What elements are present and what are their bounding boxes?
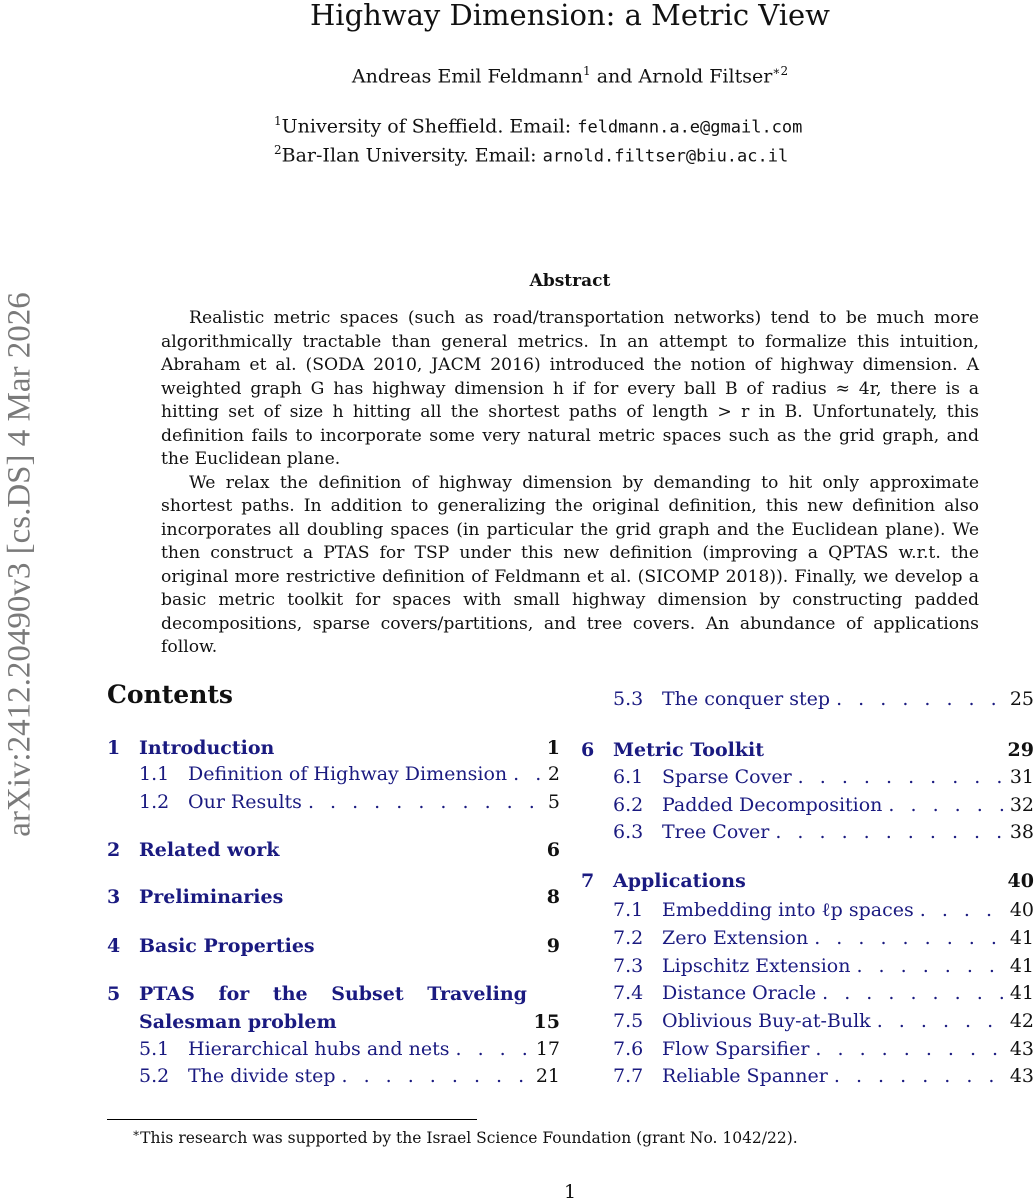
- toc-entry[interactable]: 1 Introduction 1: [107, 737, 560, 759]
- abstract-paragraph-2: We relax the definition of highway dimension by demanding to hit only approximate shortest paths. In addition to generalizing the original definition, this new definition also incorporates all doubling spaces (in particular the grid graph and the Euclidean plane). We then construct a PTAS for TSP under this new definition (improving a QPTAS w.r.t. the original more restrictive definition of Feldmann et al. (SICOMP 2018)). Finally, we develop a basic metric toolkit for spaces with small highway dimension by constructing padded decompositions, sparse covers/partitions, and tree covers. An abundance of applications follow.: [161, 472, 979, 657]
- author-2-affil: ∗2: [772, 64, 789, 78]
- toc-entry[interactable]: 6.2 Padded Decomposition . . . 32: [613, 792, 1034, 818]
- toc-entry[interactable]: 5 PTAS for the Subset Traveling: [107, 983, 527, 1005]
- page-number: 1: [563, 1181, 577, 1203]
- footnote-mark: ∗: [132, 1126, 141, 1140]
- footnote: ∗This research was supported by the Israel Science Foundation (grant No. 1042/22).: [132, 1126, 798, 1148]
- toc-entry[interactable]: 6.1 Sparse Cover . . . 31: [613, 764, 1034, 790]
- toc-entry[interactable]: 7 Applications 40: [581, 870, 1034, 892]
- footnote-rule: [107, 1119, 477, 1120]
- toc-entry[interactable]: 4 Basic Properties 9: [107, 935, 560, 957]
- abstract-paragraph-1: Realistic metric spaces (such as road/transportation networks) tend to be much more algorithmically tractable than general metrics. In an attempt to formalize this intuition, Abraham et al. (SODA 2010, JACM 2016) introduced the notion of highway dimension. A weighted graph G has highway dimension h if for every ball B of radius ≈ 4r, there is a hitting set of size h hitting all the shortest paths of length > r in B. Unfortunately, this definition fails to incorporate some very natural metric spaces such as the grid graph, and the Euclidean plane.: [161, 308, 979, 469]
- toc-entry[interactable]: 7.4 Distance Oracle . . . 41: [613, 980, 1034, 1006]
- toc-entry[interactable]: 1.2 Our Results . . . 5: [139, 789, 560, 815]
- email-2[interactable]: arnold.filtser@biu.ac.il: [542, 146, 789, 167]
- toc-entry[interactable]: 5.1 Hierarchical hubs and nets . . . 17: [139, 1036, 560, 1062]
- affiliation-2: $^2$Bar-Ilan University. Email: arnold.filtser@biu.ac.il: [274, 143, 789, 167]
- contents-heading: Contents: [107, 680, 234, 709]
- author-2: Arnold Filtser: [638, 65, 773, 88]
- toc-entry[interactable]: 7.2 Zero Extension . . . 41: [613, 925, 1034, 951]
- toc-entry[interactable]: 7.6 Flow Sparsifier . . . 43: [613, 1036, 1034, 1062]
- author-1-affil: 1: [583, 64, 591, 78]
- toc-entry[interactable]: 7.7 Reliable Spanner . . . 43: [613, 1063, 1034, 1089]
- author-conjunction: and: [596, 65, 633, 88]
- toc-entry-continued[interactable]: Salesman problem 15: [139, 1011, 560, 1033]
- author-1: Andreas Emil Feldmann: [351, 65, 583, 88]
- toc-entry[interactable]: 7.3 Lipschitz Extension . . . 41: [613, 953, 1034, 979]
- toc-entry[interactable]: 2 Related work 6: [107, 839, 560, 861]
- toc-entry[interactable]: 3 Preliminaries 8: [107, 886, 560, 908]
- arxiv-stamp: arXiv:2412.20490v3 [cs.DS] 4 Mar 2026: [1, 292, 38, 837]
- toc-entry[interactable]: 6.3 Tree Cover . . . 38: [613, 819, 1034, 845]
- toc-entry[interactable]: 6 Metric Toolkit 29: [581, 739, 1034, 761]
- affiliation-1: $^1$University of Sheffield. Email: feldmann.a.e@gmail.com: [274, 114, 803, 138]
- toc-entry[interactable]: 5.2 The divide step . . . 21: [139, 1063, 560, 1089]
- email-1[interactable]: feldmann.a.e@gmail.com: [577, 117, 803, 138]
- toc-entry[interactable]: 1.1 Definition of Highway Dimension . . . 2: [139, 761, 560, 787]
- toc-entry[interactable]: 7.5 Oblivious Buy-at-Bulk . . . 42: [613, 1008, 1034, 1034]
- paper-title: Highway Dimension: a Metric View: [310, 0, 830, 32]
- abstract-heading: Abstract: [529, 271, 611, 291]
- toc-entry[interactable]: 5.3 The conquer step . . . 25: [613, 686, 1034, 712]
- toc-entry[interactable]: 7.1 Embedding into ℓp spaces . . . 40: [613, 897, 1034, 923]
- abstract-body: [161, 307, 979, 660]
- author-line: [0, 64, 1034, 87]
